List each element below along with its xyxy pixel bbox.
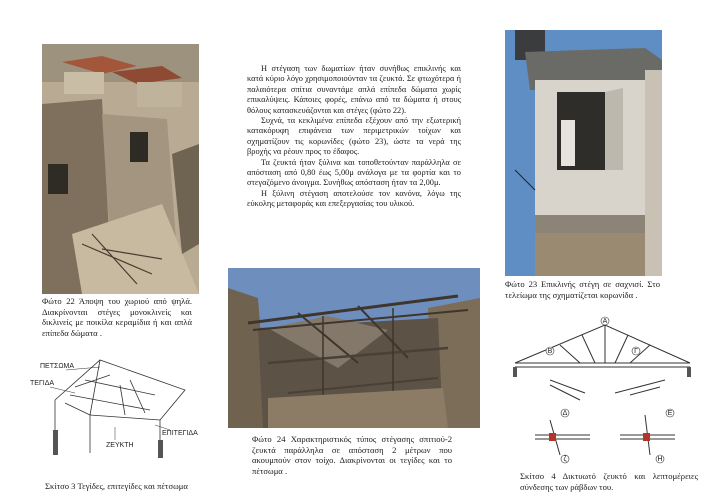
sketch-4-caption-text: Σκίτσο 4 Δικτυωτό ζευκτό και λεπτομέρειες σύνδεσης των ράβδων του. (520, 471, 698, 492)
marker-a: A (602, 318, 608, 325)
photo-24-caption-text: Φώτο 24 Χαρακτηριστικός τύπος στέγασης σπιτιού-2 ζευκτά παράλληλα σε απόσταση 2 μέτρων που ακουμπούν στον τοίχο. Διακρίνονται οι τεγίδες και το πέτσωμα . (252, 434, 452, 476)
marker-d: Δ (562, 410, 568, 417)
sketch-3-caption-text: Σκίτσο 3 Τεγίδες, επιτεγίδες και πέτσωμα (45, 481, 188, 491)
label-petsoma: ΠΕΤΣΩΜΑ (40, 363, 75, 370)
body-paragraph-3: Τα ζευκτά ήταν ξύλινα και τοποθετούνταν παράλληλα σε απόσταση από 0,80 έως 5,00μ ανάλογα με τα φορτία και το στεγαζόμενο άνοιγμα. Συνήθως απόσταση ήταν τα 2,00μ. (247, 157, 461, 188)
label-tegida: ΤΕΓΙΔΑ (30, 380, 55, 387)
photo-23-sachnisi (505, 30, 662, 276)
label-zefkti: ΖΕΥΚΤΗ (106, 442, 134, 449)
photo-23-caption (505, 279, 660, 300)
body-paragraph-2: Συχνά, τα κεκλιμένα επίπεδα εξέχουν από την εξωτερική κατακόρυφη επιφάνεια των περιμετρικών τοίχων και σχηματίζουν τις κορωνίδες (φώτο 23), ώστε τα νερά της βροχής να ρέουν προς το έδαφος. (247, 116, 461, 157)
sketch-3-caption (45, 481, 215, 492)
marker-b: B (547, 348, 553, 355)
photo-22-caption-text: Φώτο 22 Άποψη του χωριού από ψηλά. Διακρίνονται στέγες μονοκλινείς και δικλινείς με ποικίλα κεραμίδια ή και απλά επίπεδα δώματα . (42, 296, 192, 338)
body-paragraph-1: Η στέγαση των δωματίων ήταν συνήθως επικλινής και κατά κύριο λόγο χρησιμοποιούνταν τα ζευκτά. Σε φτωχότερα ή παλαιότερα σπίτια συναντάμε απλά επίπεδα δώματα χωρίς επικαλύψεις. Κάποιες φορές, επάνω από τα δώματα ή στους θόλους κατασκευάζονται και στέγες (φώτο 22). (247, 64, 461, 115)
sketch-3-roof-structure (30, 345, 205, 465)
marker-h: Η (657, 456, 663, 463)
marker-g: Γ (634, 348, 638, 355)
photo-24-caption (252, 434, 452, 476)
marker-e: E (667, 410, 673, 417)
photo-23-caption-text: Φώτο 23 Επικλινής στέγη σε σαχνισί. Στο τελείωμα της σχηματίζεται κορωνίδα . (505, 279, 660, 300)
sketch-4-truss-details (510, 315, 695, 465)
body-paragraph-4: Η ξύλινη στέγαση αποτελούσε τον κανόνα, λόγω της εύκολης μεταφοράς και επεξεργασίας του υλικού. (247, 188, 461, 209)
sketch-4-caption (520, 471, 698, 492)
photo-22-village-overview (42, 44, 199, 294)
photo-22-caption (42, 296, 192, 338)
body-text-block (247, 64, 461, 210)
photo-24-roof-trusses (228, 268, 480, 428)
marker-z: ζ (563, 456, 567, 463)
label-epitegida: ΕΠΙΤΕΓΙΔΑ (162, 430, 198, 437)
